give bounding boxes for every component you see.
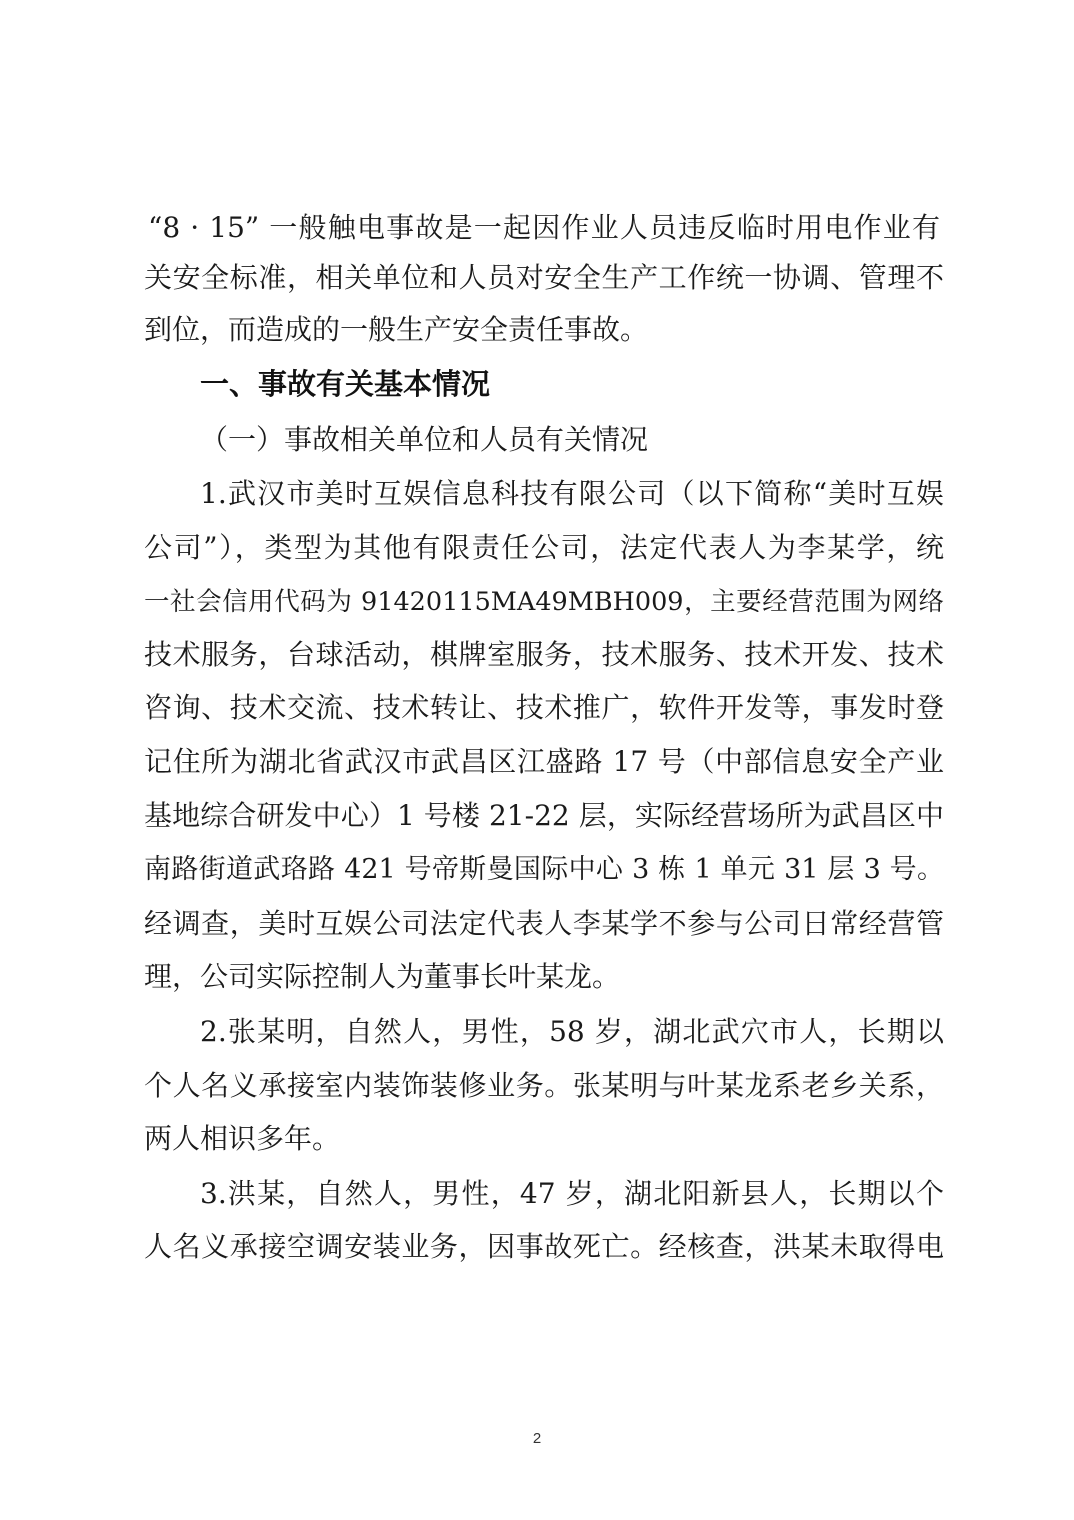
subsection-heading: （一）事故相关单位和人员有关情况: [200, 423, 649, 456]
item1-line-3: 一社会信用代码为 91420115MA49MBH009，主要经营范围为网络: [144, 587, 944, 617]
page-number: 2: [532, 1430, 542, 1447]
intro-line-2: 关安全标准，相关单位和人员对安全生产工作统一协调、管理不: [144, 261, 944, 294]
item1-line-8: 南路街道武珞路 421 号帝斯曼国际中心 3 栋 1 单元 31 层 3 号。: [144, 854, 945, 885]
item1-line-9: 经调查，美时互娱公司法定代表人李某学不参与公司日常经营管: [144, 907, 944, 940]
item1-line-10: 理，公司实际控制人为董事长叶某龙。: [144, 960, 621, 993]
section-heading: 一、事故有关基本情况: [200, 367, 491, 401]
item2-line-3: 两人相识多年。: [144, 1122, 341, 1155]
item2-line-2: 个人名义承接室内装饰装修业务。张某明与叶某龙系老乡关系，: [144, 1069, 944, 1102]
item1-line-2: 公司”），类型为其他有限责任公司，法定代表人为李某学，统: [144, 531, 944, 564]
item1-line-5: 咨询、技术交流、技术转让、技术推广，软件开发等，事发时登: [144, 691, 944, 724]
item1-line-4: 技术服务，台球活动，棋牌室服务，技术服务、技术开发、技术: [144, 638, 944, 671]
intro-line-3: 到位，而造成的一般生产安全责任事故。: [144, 313, 649, 346]
intro-line-1: “8 · 15” 一般触电事故是一起因作业人员违反临时用电作业有: [148, 211, 940, 244]
item1-line-7: 基地综合研发中心）1 号楼 21-22 层，实际经营场所为武昌区中: [144, 799, 944, 832]
item3-line-1: 3.洪某，自然人，男性，47 岁，湖北阳新县人，长期以个: [200, 1177, 944, 1210]
item3-line-2: 人名义承接空调安装业务，因事故死亡。经核查，洪某未取得电: [144, 1230, 944, 1263]
item1-line-6: 记住所为湖北省武汉市武昌区江盛路 17 号（中部信息安全产业: [144, 745, 944, 778]
item2-line-1: 2.张某明，自然人，男性，58 岁，湖北武穴市人，长期以: [200, 1015, 944, 1048]
item1-line-1: 1.武汉市美时互娱信息科技有限公司（以下简称“美时互娱: [200, 477, 944, 510]
